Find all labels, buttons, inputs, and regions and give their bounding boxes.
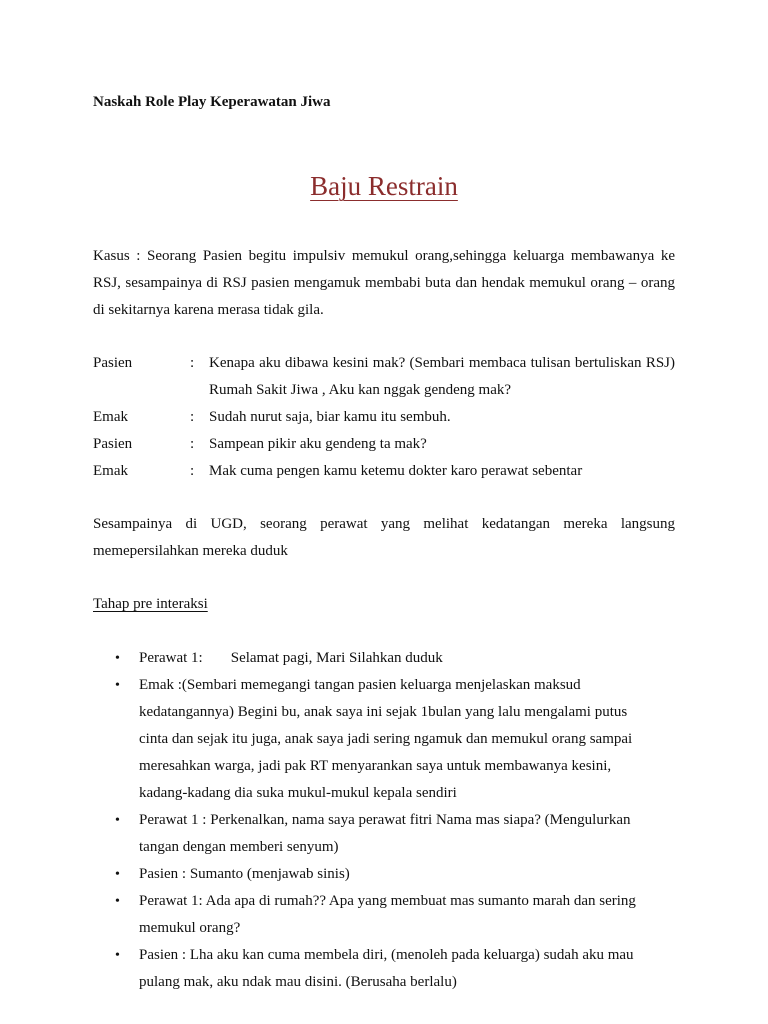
dialog-line: Sudah nurut saja, biar kamu itu sembuh. bbox=[209, 409, 451, 425]
dialog-speaker: Pasien bbox=[93, 436, 133, 452]
dialog-colon: : bbox=[190, 463, 195, 479]
dialog-colon: : bbox=[190, 409, 195, 425]
ugd-paragraph: Sesampainya di UGD, seorang perawat yang melihat kedatangan mereka langsung memepersilahkan mereka duduk bbox=[93, 516, 675, 559]
dialog-speaker: Emak bbox=[93, 409, 128, 425]
list-item bbox=[93, 807, 639, 861]
bullet-icon: • bbox=[115, 948, 120, 963]
document-heading: Naskah Role Play Keperawatan Jiwa bbox=[93, 94, 331, 110]
dialog-row bbox=[93, 404, 675, 431]
list-item-text: Perawat 1: Ada apa di rumah?? Apa yang membuat mas sumanto marah dan sering memukul orang? bbox=[139, 893, 636, 936]
bullet-icon: • bbox=[115, 867, 120, 882]
section-heading-pre-interaction: Tahap pre interaksi bbox=[93, 596, 208, 612]
dialog-row bbox=[93, 458, 675, 485]
list-item bbox=[93, 888, 639, 942]
bullet-icon: • bbox=[115, 813, 120, 828]
list-item-text: Pasien : Lha aku kan cuma membela diri, (menoleh pada keluarga) sudah aku mau pulang mak, aku ndak mau disini. (Berusaha berlalu) bbox=[139, 947, 634, 990]
dialog-colon: : bbox=[190, 436, 195, 452]
list-item-lead: Perawat 1: bbox=[139, 650, 203, 666]
bullet-icon: • bbox=[115, 678, 120, 693]
list-item-text: Selamat pagi, Mari Silahkan duduk bbox=[230, 650, 443, 666]
list-item-text: Pasien : Sumanto (menjawab sinis) bbox=[139, 866, 350, 882]
dialog-line: Sampean pikir aku gendeng ta mak? bbox=[209, 436, 427, 452]
dialog-row bbox=[93, 431, 675, 458]
dialog-line: Kenapa aku dibawa kesini mak? (Sembari membaca tulisan bertuliskan RSJ) Rumah Sakit Jiwa , Aku kan nggak gendeng mak? bbox=[209, 355, 675, 398]
case-paragraph: Kasus : Seorang Pasien begitu impulsiv memukul orang,sehingga keluarga membawanya ke RSJ, sesampainya di RSJ pasien mengamuk membabi buta dan hendak memukul orang – orang di sekitarnya karena merasa tidak gila. bbox=[93, 248, 675, 318]
dialog-row bbox=[93, 350, 675, 404]
list-item bbox=[93, 861, 639, 888]
list-item-text: Perawat 1 : Perkenalkan, nama saya perawat fitri Nama mas siapa? (Mengulurkan tangan dengan memberi senyum) bbox=[139, 812, 631, 855]
bullet-icon: • bbox=[115, 651, 120, 666]
dialog-speaker: Emak bbox=[93, 463, 128, 479]
dialog-colon: : bbox=[190, 355, 195, 371]
bullet-icon: • bbox=[115, 894, 120, 909]
interaction-list bbox=[93, 645, 675, 996]
list-item bbox=[93, 672, 639, 807]
document-title bbox=[0, 168, 768, 204]
dialog-line: Mak cuma pengen kamu ketemu dokter karo perawat sebentar bbox=[209, 463, 583, 479]
list-item bbox=[93, 942, 639, 996]
dialog-block bbox=[93, 350, 675, 485]
list-item bbox=[93, 645, 639, 672]
list-item-text: Emak :(Sembari memegangi tangan pasien keluarga menjelaskan maksud kedatangannya) Begini bu, anak saya ini sejak 1bulan yang lalu mengalami putus cinta dan sejak itu juga, anak saya jadi sering ngamuk dan memukul orang sampai meresahkan warga, jadi pak RT menyarankan saya untuk membawanya kesini, kadang-kadang dia suka mukul-mukul kepala sendiri bbox=[139, 677, 633, 801]
document-title-text: Baju Restrain bbox=[310, 171, 458, 201]
dialog-speaker: Pasien bbox=[93, 355, 133, 371]
